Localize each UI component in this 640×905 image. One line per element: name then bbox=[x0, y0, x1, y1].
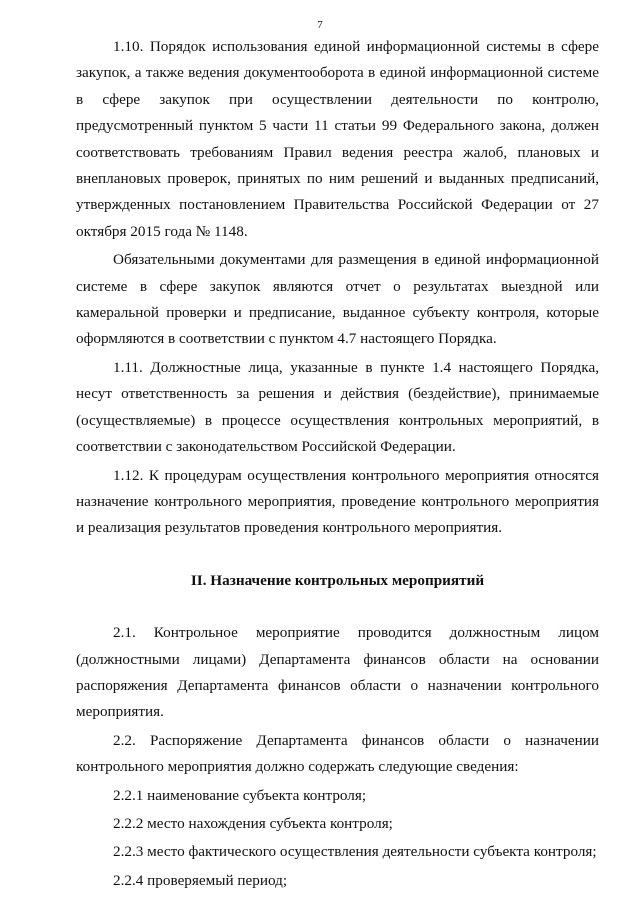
paragraph-1-10: 1.10. Порядок использования единой информационной системы в сфере закупок, а также ведения документооборота в единой информационной системе в сфере закупок при осуществлении деятельности по контролю, предусмотренный пунктом 5 части 11 статьи 99 Федерального закона, должен соответствовать требованиям Правил ведения реестра жалоб, плановых и внеплановых проверок, принятых по ним решений и выданных предписаний, утвержденных постановлением Правительства Российской Федерации от 27 октября 2015 года № 1148. bbox=[76, 38, 599, 240]
list-item-2-2-2: 2.2.2 место нахождения субъекта контроля; bbox=[113, 814, 393, 832]
list-item-2-2-1: 2.2.1 наименование субъекта контроля; bbox=[113, 786, 367, 804]
document-body bbox=[76, 34, 599, 894]
list-item-2-2-4: 2.2.4 проверяемый период; bbox=[113, 871, 288, 889]
paragraph-2-2: 2.2. Распоряжение Департамента финансов области о назначении контрольного мероприятия должно содержать следующие сведения: bbox=[76, 731, 599, 776]
paragraph-2-1: 2.1. Контрольное мероприятие проводится должностным лицом (должностными лицами) Департамента финансов области на основании распоряжения Департамента финансов области о назначении контрольного мероприятия. bbox=[76, 624, 599, 721]
paragraph-1-11: 1.11. Должностные лица, указанные в пункте 1.4 настоящего Порядка, несут ответственность за решения и действия (бездействие), принимаемые (осуществляемые) в процессе осуществления контрольных мероприятий, в соответствии с законодательством Российской Федерации. bbox=[76, 358, 599, 456]
paragraph-1-12: 1.12. К процедурам осуществления контрольного мероприятия относятся назначение контрольного мероприятия, проведение контрольного мероприятия и реализация результатов проведения контрольного мероприятия. bbox=[76, 466, 599, 537]
section-title: II. Назначение контрольных мероприятий bbox=[190, 571, 485, 589]
page-number: 7 bbox=[317, 19, 323, 31]
list-item-2-2-3: 2.2.3 место фактического осуществления деятельности субъекта контроля; bbox=[113, 843, 597, 861]
paragraph-mandatory-documents: Обязательными документами для размещения в единой информационной системе в сфере закупок являются отчет о результатах выездной или камеральной проверки и предписание, выданное субъекту контроля, которые оформляются в соответствии с пунктом 4.7 настоящего Порядка. bbox=[76, 251, 599, 348]
